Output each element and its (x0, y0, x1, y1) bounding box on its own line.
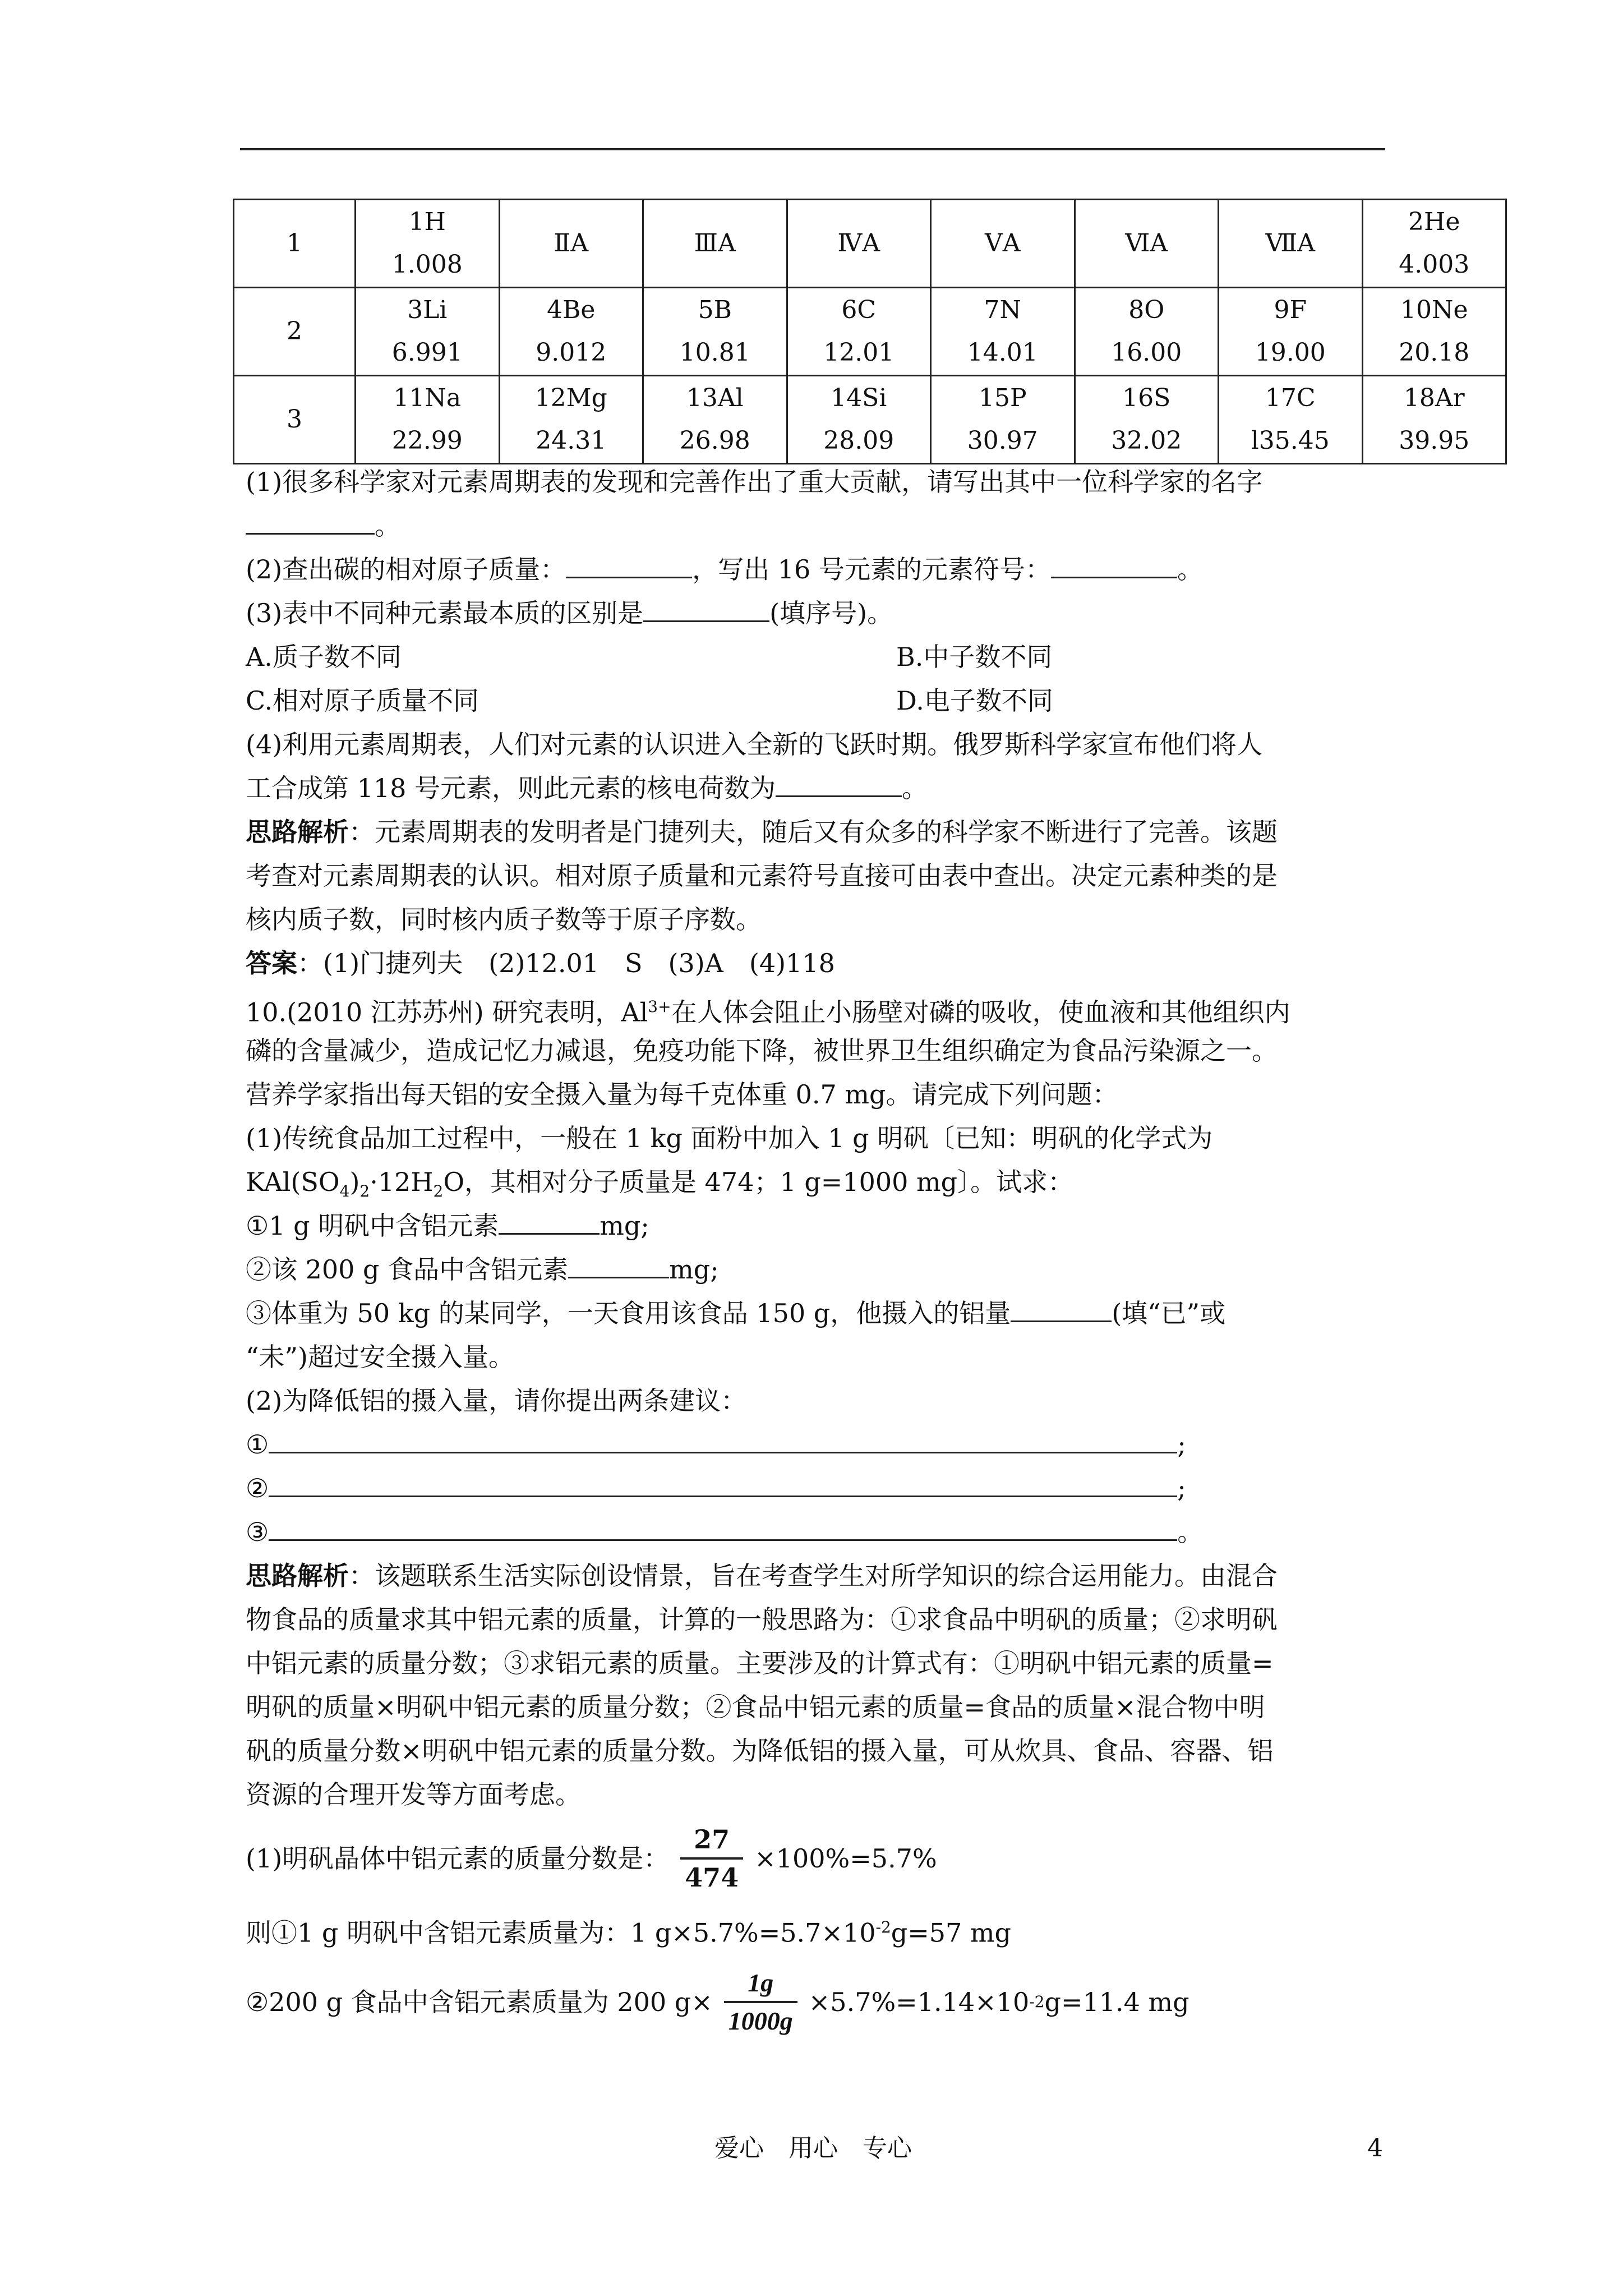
element-cell (356, 376, 500, 464)
q10-part2: (2)为降低铝的摄入量，请你提出两条建议： (246, 1386, 747, 1416)
q10-sub2: ②该 200 g 食品中含铝元素 mg; (246, 1248, 1395, 1291)
q9-options-ab (246, 635, 1395, 679)
element-cell (931, 376, 1075, 464)
atomic-mass: 22.99 (391, 426, 463, 455)
analysis-label: 思路解析 (246, 817, 349, 847)
q9-options-cd (246, 679, 1395, 723)
answer-blank[interactable] (1051, 551, 1177, 578)
element-symbol: 7N (984, 296, 1021, 324)
element-symbol: 6C (841, 296, 877, 324)
q10-line2: 磷的含量减少，造成记忆力减退，免疫功能下降，被世界卫生组织确定为食品污染源之一。 (246, 1036, 1278, 1066)
element-cell (787, 200, 931, 288)
suggestion-3: ③ 。 (246, 1510, 1395, 1554)
period-number: 2 (234, 288, 356, 376)
element-cell (643, 288, 787, 376)
element-cell (643, 200, 787, 288)
footer-text: 爱心 用心 专心 (714, 2134, 912, 2162)
element-symbol: 12Mg (534, 384, 607, 412)
element-symbol: ⅥA (1125, 229, 1168, 257)
question-content (246, 460, 1395, 2050)
period-number: 3 (234, 376, 356, 464)
element-symbol: 14Si (831, 384, 887, 412)
fraction-1g-1000g: $\frac{1g}{1000g}$ (724, 1965, 797, 2039)
suggestion-blank[interactable] (269, 1470, 1177, 1497)
element-symbol: ⅢA (694, 229, 736, 257)
table-row (234, 376, 1506, 464)
q9-part2: (2)查出碳的相对原子质量： ，写出 16 号元素的元素符号： 。 (246, 547, 1395, 591)
q10-sub3: ③体重为 50 kg 的某同学，一天食用该食品 150 g，他摄入的铝量 (填“已”或 (246, 1291, 1395, 1335)
calc-line2: 则①1 g 明矾中含铝元素质量为：1 $g\times 5.7\%=5.7\times 10^{-2}g=57$ mg (246, 1917, 1011, 1948)
q9-part4-line2: 工合成第 118 号元素，则此元素的核电荷数为 。 (246, 766, 1395, 810)
element-cell (1362, 200, 1506, 288)
q10-line5: $KAl(SO_4)_2\cdot 12H_2O$，其相对分子质量是 474；1 g=1000 mg〕。试求： (246, 1167, 1074, 1201)
element-symbol: 3Li (407, 296, 448, 324)
element-cell (1362, 288, 1506, 376)
atomic-mass: 26.98 (679, 426, 750, 455)
answer-blank[interactable] (1011, 1295, 1112, 1322)
element-symbol: 13Al (686, 384, 744, 412)
calc-line1: (1)明矾晶体中铝元素的质量分数是： $\frac{27}{474}$ ×100%=5.7% (246, 1816, 1395, 1901)
atomic-mass: 30.97 (967, 426, 1038, 455)
atomic-mass: l35.45 (1251, 426, 1330, 455)
atomic-mass: 20.18 (1399, 338, 1470, 367)
element-symbol: ⅤA (984, 229, 1021, 257)
element-cell (1075, 200, 1219, 288)
q9-part1: (1)很多科学家对元素周期表的发现和完善作出了重大贡献，请写出其中一位科学家的名字 (246, 467, 1263, 497)
atomic-mass: 28.09 (823, 426, 895, 455)
element-symbol: ⅣA (837, 229, 880, 257)
q9-part1-blank-line: 。 (246, 504, 1395, 547)
element-symbol: ⅦA (1265, 229, 1316, 257)
element-cell (1219, 288, 1363, 376)
answer-label: 答案 (246, 948, 297, 978)
element-cell (931, 288, 1075, 376)
table-row (234, 200, 1506, 288)
element-symbol: 9F (1274, 296, 1307, 324)
answer-blank[interactable] (643, 595, 769, 622)
element-symbol: 11Na (393, 384, 462, 412)
element-symbol: 8O (1128, 296, 1165, 324)
option-b: B.中子数不同 (896, 642, 1053, 672)
option-d: D.电子数不同 (896, 685, 1053, 716)
atomic-mass: 10.81 (679, 338, 750, 367)
element-cell (356, 288, 500, 376)
element-cell (1219, 200, 1363, 288)
q10-analysis-line2: 物食品的质量求其中铝元素的质量，计算的一般思路为：①求食品中明矾的质量；②求明矾 (246, 1604, 1278, 1635)
table-row (234, 288, 1506, 376)
element-cell (787, 288, 931, 376)
q10-analysis-line5: 矾的质量分数×明矾中铝元素的质量分数。为降低铝的摄入量，可从炊具、食品、容器、铝 (246, 1736, 1274, 1766)
element-symbol: 4Be (547, 296, 596, 324)
suggestion-blank[interactable] (269, 1513, 1177, 1541)
suggestion-1: ① ; (246, 1423, 1395, 1466)
element-symbol: 2He (1408, 208, 1460, 236)
atomic-mass: 16.00 (1111, 338, 1182, 367)
element-cell (787, 376, 931, 464)
page-number: 4 (1367, 2134, 1383, 2162)
element-cell (1362, 376, 1506, 464)
option-a: A.质子数不同 (246, 642, 402, 672)
element-symbol: 17C (1265, 384, 1316, 412)
header-rule (240, 148, 1385, 150)
fraction-27-474: $\frac{27}{474}$ (680, 1821, 743, 1895)
q9-part3: (3)表中不同种元素最本质的区别是 (填序号)。 (246, 591, 1395, 635)
q10-analysis-line3: 中铝元素的质量分数；③求铝元素的质量。主要涉及的计算式有：①明矾中铝元素的质量= (246, 1648, 1274, 1678)
element-cell (643, 376, 787, 464)
atomic-mass: 19.00 (1255, 338, 1326, 367)
atomic-mass: 4.003 (1399, 250, 1470, 279)
element-cell (499, 200, 643, 288)
element-cell (1219, 376, 1363, 464)
element-cell (499, 376, 643, 464)
element-symbol: 5B (698, 296, 732, 324)
q9-analysis-line1: 思路解析：元素周期表的发明者是门捷列夫，随后又有众多的科学家不断进行了完善。该题 (246, 817, 1278, 847)
q9-answer: 答案：(1)门捷列夫 (2)12.01 S (3)A (4)118 (246, 948, 835, 978)
element-cell (499, 288, 643, 376)
answer-blank[interactable] (499, 1207, 600, 1235)
element-cell (1075, 288, 1219, 376)
element-symbol: 16S (1122, 384, 1171, 412)
q10-analysis-line1: 思路解析：该题联系生活实际创设情景，旨在考查学生对所学知识的综合运用能力。由混合 (246, 1561, 1278, 1591)
element-cell (931, 200, 1075, 288)
element-symbol: 15P (978, 384, 1027, 412)
atomic-mass: 12.01 (823, 338, 895, 367)
q10-line4: (1)传统食品加工过程中，一般在 1 kg 面粉中加入 1 g 明矾〔已知：明矾的化学式为 (246, 1123, 1213, 1153)
option-c: C.相对原子质量不同 (246, 685, 479, 716)
suggestion-2: ② ; (246, 1466, 1395, 1510)
answer-blank[interactable] (566, 551, 692, 578)
atomic-mass: 24.31 (536, 426, 607, 455)
analysis-label: 思路解析 (246, 1561, 349, 1591)
periodic-table (233, 199, 1507, 464)
answer-blank[interactable] (246, 507, 375, 535)
atomic-mass: 39.95 (1399, 426, 1470, 455)
element-cell (356, 200, 500, 288)
q9-analysis-line2: 考查对元素周期表的认识。相对原子质量和元素符号直接可由表中查出。决定元素种类的是 (246, 861, 1278, 891)
q9-part4-line1: (4)利用元素周期表，人们对元素的认识进入全新的飞跃时期。俄罗斯科学家宣布他们将人 (246, 729, 1263, 760)
atomic-mass: 1.008 (391, 250, 463, 279)
atomic-mass: 9.012 (536, 338, 607, 367)
element-symbol: 18Ar (1403, 384, 1465, 412)
q10-analysis-line6: 资源的合理开发等方面考虑。 (246, 1779, 581, 1810)
q10-line3: 营养学家指出每天铝的安全摄入量为每千克体重 0.7 mg。请完成下列问题： (246, 1079, 1118, 1110)
q10-line1: 10.(2010 江苏苏州) 研究表明，$Al^{3+}$在人体会阻止小肠壁对磷的吸收，使血液和其他组织内 (246, 997, 1290, 1028)
answer-blank[interactable] (776, 770, 902, 797)
element-symbol: 10Ne (1400, 296, 1468, 324)
q10-sub3-cont: “未”)超过安全摄入量。 (246, 1342, 514, 1372)
atomic-mass: 14.01 (967, 338, 1038, 367)
q9-analysis-line3: 核内质子数，同时核内质子数等于原子序数。 (246, 904, 762, 935)
q10-sub1: ①1 g 明矾中含铝元素 mg; (246, 1204, 1395, 1248)
atomic-mass: 6.991 (391, 338, 463, 367)
element-symbol: ⅡA (554, 229, 589, 257)
suggestion-blank[interactable] (269, 1426, 1177, 1453)
calc-line3: ②200 g 食品中含铝元素质量为 200 g× $\frac{1g}{1000g}$ ×5.7%=1.14×10 -2 g=11.4 mg (246, 1954, 1395, 2050)
atomic-mass: 32.02 (1111, 426, 1182, 455)
q10-analysis-line4: 明矾的质量×明矾中铝元素的质量分数；②食品中铝元素的质量=食品的质量×混合物中明 (246, 1692, 1265, 1722)
period-number: 1 (234, 200, 356, 288)
element-symbol: 1H (408, 208, 446, 236)
element-cell (1075, 376, 1219, 464)
answer-blank[interactable] (568, 1251, 669, 1278)
